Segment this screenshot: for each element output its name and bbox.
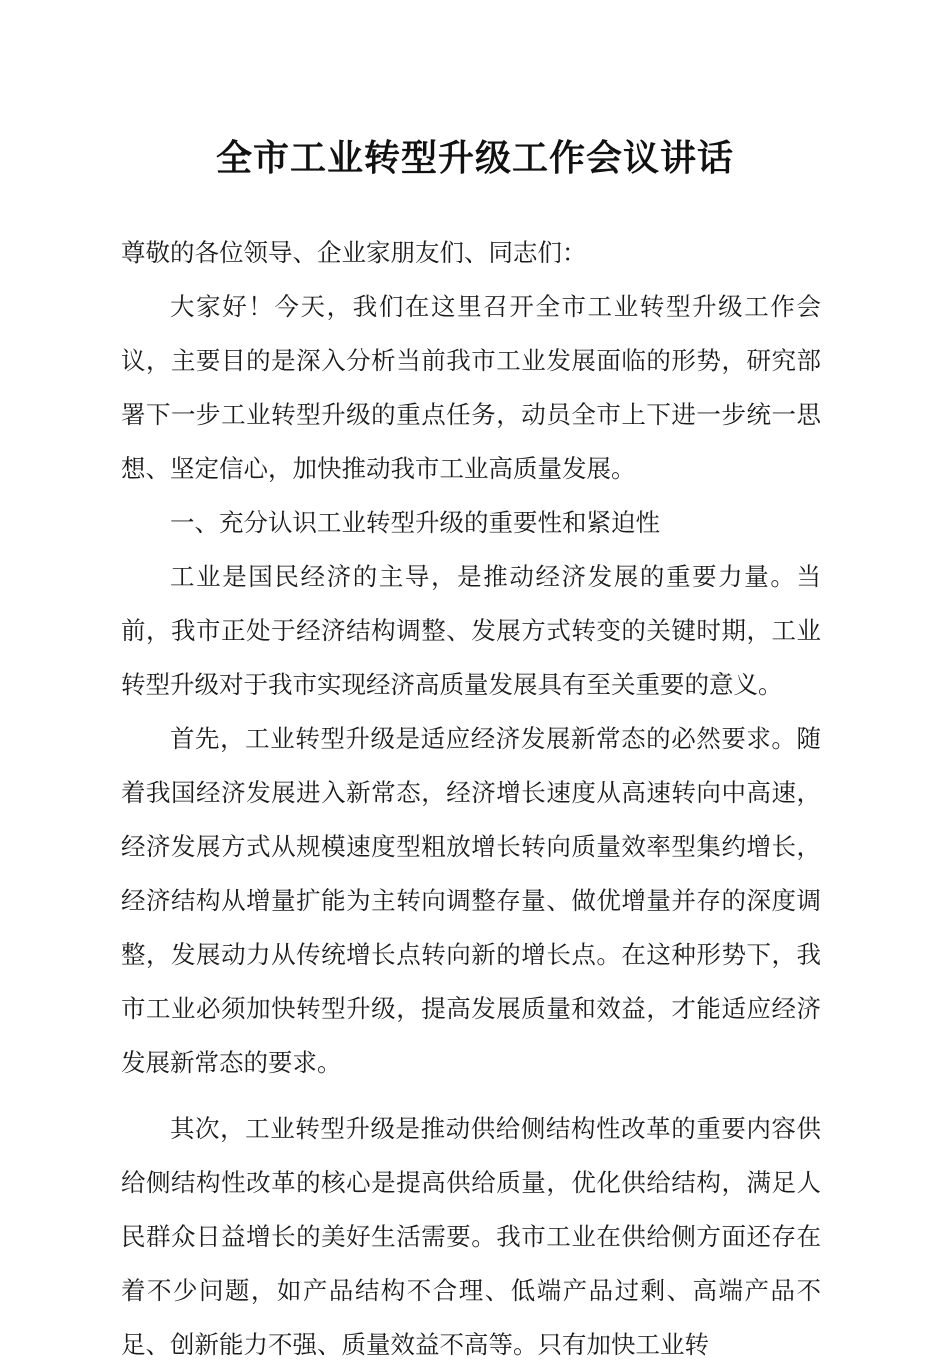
paragraph-industry-role: 工业是国民经济的主导，是推动经济发展的重要力量。当前，我市正处于经济结构调整、发展方式转变的关键时期，工业转型升级对于我市实现经济高质量发展具有至关重要的意义。 [121,562,821,699]
document-title: 全市工业转型升级工作会议讲话 [215,137,734,179]
document-body [121,226,821,1372]
paragraph-second-point: 其次，工业转型升级是推动供给侧结构性改革的重要内容供给侧结构性改革的核心是提高供给质量，优化供给结构，满足人民群众日益增长的美好生活需要。我市工业在供给侧方面还存在着不少问题，如产品结构不合理、低端产品过剩、高端产品不足、创新能力不强、质量效益不高等。只有加快工业转 [121,1114,821,1359]
salutation: 尊敬的各位领导、企业家朋友们、同志们： [121,238,587,267]
paragraph-first-point: 首先，工业转型升级是适应经济发展新常态的必然要求。随着我国经济发展进入新常态，经济增长速度从高速转向中高速，经济发展方式从规模速度型粗放增长转向质量效率型集约增长，经济结构从增量扩能为主转向调整存量、做优增量并存的深度调整，发展动力从传统增长点转向新的增长点。在这种形势下，我市工业必须加快转型升级，提高发展质量和效益，才能适应经济发展新常态的要求。 [121,724,821,1077]
paragraph-opening: 大家好！今天，我们在这里召开全市工业转型升级工作会议，主要目的是深入分析当前我市工业发展面临的形势，研究部署下一步工业转型升级的重点任务，动员全市上下进一步统一思想、坚定信心，加快推动我市工业高质量发展。 [121,292,821,483]
section-heading: 一、充分认识工业转型升级的重要性和紧迫性 [170,508,660,537]
